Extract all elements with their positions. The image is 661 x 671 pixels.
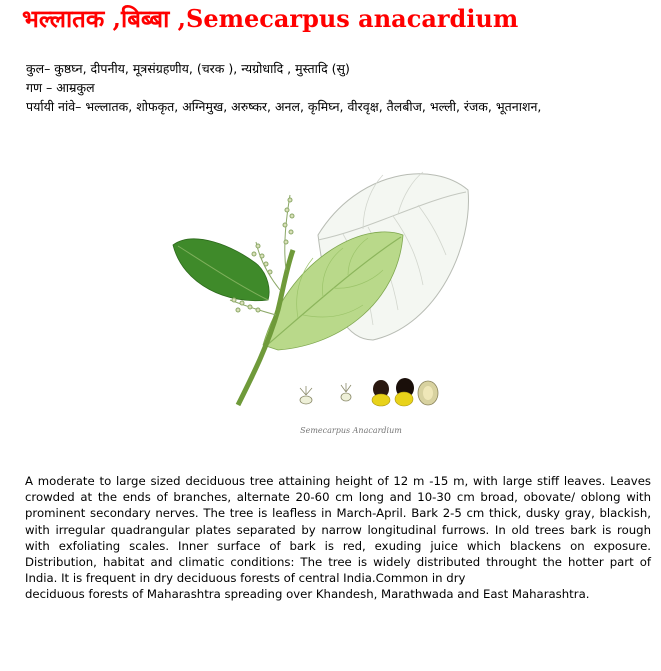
description-paragraph-2: deciduous forests of Maharashtra spreading over Khandesh, Marathwada and East Maharashtra. (25, 587, 590, 602)
botanical-illustration (168, 150, 478, 450)
synonyms-line: पर्यायी नांवे– भल्लातक, शोफकृत, अग्निमुख, अरुष्कर, अनल, कृमिघ्न, वीरवृक्ष, तैलबीज, भल्ली, रंजक, भूतनाशन, (26, 99, 542, 114)
illustration-caption: Semecarpus Anacardium (300, 426, 402, 435)
gan-line: गण – आम्रकुल (26, 80, 95, 95)
dark-leaf (173, 239, 269, 301)
kul-line: कुल– कुष्ठघ्न, दीपनीय, मूत्रसंग्रहणीय, (चरक ), न्यग्रोधादि , मुस्तादि (सु) (26, 61, 350, 76)
description-paragraph-1: A moderate to large sized deciduous tree attaining height of 12 m -15 m, with large stiff leaves. Leaves crowded at the ends of branches, alternate 20-60 cm long and 10-30 cm broad, obovate/ oblong with prominent secondary nerves. The tree is leafless in March-April. Bark 2-5 cm thick, dusky gray, blackish, with irregular quadrangular plates separated by narrow longitudinal furrows. In old trees bark is rough with exfoliating scales. Inner surface of bark is red, exuding juice which blackens on exposure. Distribution, habitat and climatic conditions: The tree is widely distributed throught the hotter part of India. It is frequent in dry deciduous forests of central India.Common in dry (25, 474, 651, 586)
description (25, 473, 651, 603)
flower-details (300, 383, 351, 404)
plant-metadata (26, 59, 646, 116)
page-title: भल्लातक ,बिब्बा ,Semecarpus anacardium (22, 4, 519, 33)
nut-fruits (372, 378, 438, 406)
